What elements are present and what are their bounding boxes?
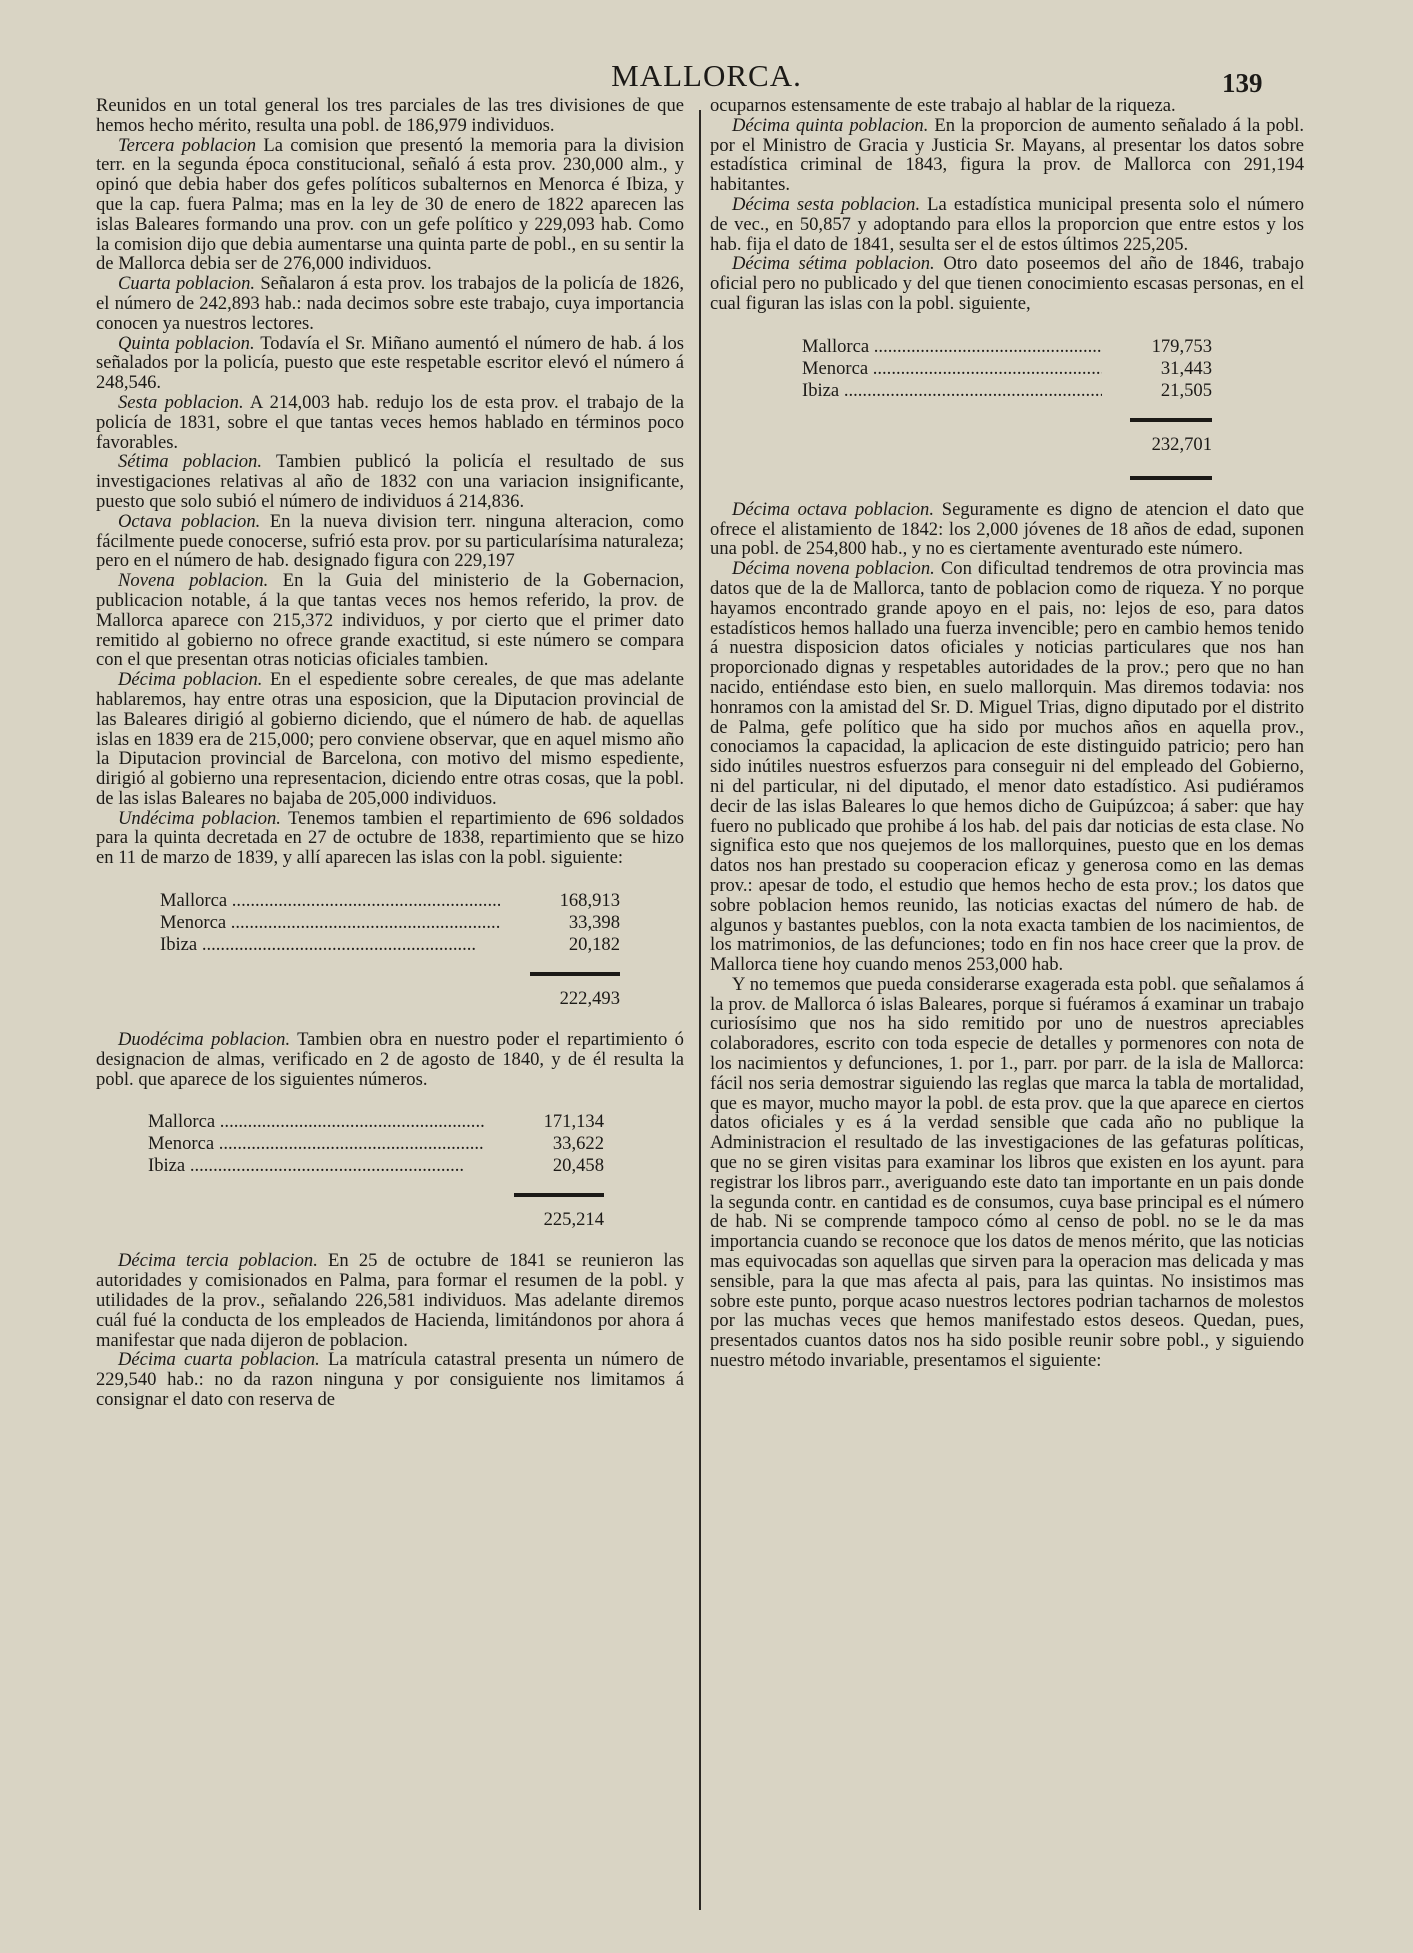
section-label: Octava poblacion. — [118, 510, 261, 532]
right-column — [710, 96, 1304, 1371]
table-row: Mallorca ..... 171,134 — [148, 1111, 604, 1133]
paragraph: Décima cuarta poblacion. La matrícula catastral presenta un número de 229,540 hab.: no da razon ninguna y por consiguiente nos limitamos á consignar el dato con reserva de — [96, 1349, 684, 1411]
paragraph: Novena poblacion. En la Guia del ministerio de la Gobernacion, publicacion notable, á la que tantas veces nos hemos referido, la prov. de Mallorca aparece con 215,372 individuos, y por cierto que el primer dato remitido al gobierno no ofrece grande exactitud, si este número se compara con el que presentan otras noticias oficiales tambien. — [96, 570, 684, 671]
paragraph: Sesta poblacion. A 214,003 hab. redujo los de esta prov. el trabajo de la policía de 1831, sobre el que tantas veces hemos hablado en términos poco favorables. — [96, 391, 684, 453]
page-number: 139 — [1222, 68, 1263, 98]
paragraph: Décima novena poblacion. Con dificultad tendremos de otra provincia mas datos que de la de Mallorca, tanto de poblacion como de riqueza. Y no porque hayamos encontrado grande apoyo en el pais, no: lejos de eso, para datos estadísticos hemos hallado una fuerza invencible; pero en cambio hemos tenido á nuestra disposicion datos oficiales y noticias particulares que nos han proporcionado dignas y respetables autoridades de la prov.; pero que no han nacido, entiéndase esto bien, en suelo mallorquin. Mas diremos todavia: nos honramos con la amistad del Sr. D. Miguel Trias, digno diputado por el distrito de Palma, gefe político que ha sido por muchos años en aquella prov., conociamos la capacidad, la aplicacion de este distinguido patricio; pero han sido inútiles nuestros esfuerzos para conseguir ni del empleado del Gobierno, ni del particular, ni del diputado, el menor dato estadístico. Asi pudiéramos decir de las islas Baleares lo que hemos dicho de Guipúzcoa; á saber: que hay fuero no publicado que prohibe á los hab. del pais dar noticias de esta clase. No significa esto que nos quejemos de los mallorquines, puesto que en los demas datos nos han prestado su cooperacion eficaz y generosa como en las demas prov.: apesar de todo, el estudio que hemos hecho de esta prov.; los datos que sobre poblacion hemos reunido, las noticias exactas del número de hab. de algunos y bastantes pueblos, con la nota exacta tambien de los nacimientos, de los matrimonios, de las defunciones; todo en fin nos hace creer que la prov. de Mallorca tiene hoy cuando menos 253,000 hab. — [710, 558, 1304, 976]
paragraph: Décima sétima poblacion. Otro dato poseemos del año de 1846, trabajo oficial pero no publicado y del que tienen conocimiento escasas personas, en el cual figuran las islas con la pobl. siguiente, — [710, 253, 1305, 314]
paragraph: Cuarta poblacion. Señalaron á esta prov. los trabajos de la policía de 1826, el número de 242,893 hab.: nada decimos sobre este trabajo, cuya importancia conocen ya nuestros lectores. — [96, 273, 684, 334]
paragraph: Sétima poblacion. Tambien publicó la policía el resultado de sus investigaciones relativas al año de 1832 con una variacion insignificante, puesto que solo subió el número de individuos á 214,836. — [96, 451, 684, 512]
paragraph: Tercera poblacion La comision que presentó la memoria para la division terr. en la segunda época constitucional, señaló á esta prov. 230,000 alm., y opinó que debia haber dos gefes políticos subalternos en Menorca é Ibiza, y que la cap. fuera Palma; mas en la ley de 30 de enero de 1822 aparecen las islas Baleares formando una prov. con un gefe político y 229,093 hab. Como la comision dijo que debia aumentarse una quinta parte de pobl., en su sentir la de Mallorca debia ser de 276,000 individuos. — [96, 134, 684, 275]
paragraph: Quinta poblacion. Todavía el Sr. Miñano aumentó el número de hab. á los señalados por la policía, puesto que este respetable escritor elevó el número á 248,546. — [96, 332, 684, 394]
closing-rule — [1130, 476, 1212, 480]
paragraph: Décima sesta poblacion. La estadística municipal presenta solo el número de vec., en 50,857 y adoptando para ellos la proporcion que entre estos y los hab. fija el dato de 1841, sesulta ser el de estos últimos 225,205. — [710, 193, 1305, 255]
table-row: Menorca ..... 33,622 — [148, 1133, 604, 1155]
sum-rule — [530, 972, 620, 976]
section-label: Sétima poblacion. — [118, 451, 262, 473]
sum-rule — [1130, 418, 1212, 422]
paragraph: Décima poblacion. En el espediente sobre cereales, de que mas adelante hablaremos, hay entre otras una esposicion, que la Diputacion provincial de las Baleares dirigió al gobierno diciendo, que el número de hab. de aquellas islas en 1839 era de 215,000; pero conviene observar, que en aquel mismo año la Diputacion provincial de Barcelona, con motivo del mismo espediente, dirigió al gobierno una representacion, diciendo entre otras cosas, que la pobl. de las islas Baleares no bajaba de 205,000 individuos. — [96, 669, 684, 809]
paragraph: Y no tememos que pueda considerarse exagerada esta pobl. que señalamos á la prov. de Mallorca ó islas Baleares, porque si fuéramos á examinar un trabajo curiosísimo que nos ha sido remitido por uno de nuestros apreciables colaboradores, escrito con toda especie de detalles y pormenores con nota de los nacimientos y defunciones, 1. por 1., parr. por parr. de la isla de Mallorca: fácil nos seria demostrar siguiendo las reglas que marca la tabla de mortalidad, que es mayor, mucho mayor la pobl. de esta prov. que la que aparece en ciertos datos oficiales y es á la verdad sensible que cada año no publique la Administracion el resultado de las investigaciones de las gefaturas políticas, que no se giren visitas para examinar los libros que existen en los ayunt. para registrar los libros parr., averiguando este dato tan importante en un pais donde la segunda contr. en cantidad es de consumos, cuya base principal es el número de hab. Ni se comprende tampoco cómo al censo de pobl. no se le da mas importancia cuando se reconoce que los datos de menos mérito, que las noticias mas equivocadas son aquellas que sirven para la operacion mas delicada y mas sensible, para la que mas afecta al pais, para las quintas. No insistimos mas sobre este punto, porque acaso nuestros lectores podrian tacharnos de molestos por las muchas veces que hemos manifestado estos deseos. Quedan, pues, presentados cuantos datos nos ha sido posible reunir sobre pobl., y siguiendo nuestro método invariable, presentamos el siguiente: — [710, 973, 1304, 1372]
paragraph: Duodécima poblacion. Tambien obra en nuestro poder el repartimiento ó designacion de almas, verificado en 2 de agosto de 1840, y de él resulta la pobl. que aparece de los siguientes números. — [96, 1029, 684, 1090]
paragraph: ocuparnos estensamente de este trabajo al hablar de la riqueza. — [710, 95, 1176, 116]
section-label: Quinta poblacion. — [118, 332, 255, 354]
paragraph: Décima octava poblacion. Seguramente es digno de atencion el dato que ofrece el alistamiento de 1842: los 2,000 jóvenes de 18 años de edad, suponen una pobl. de 254,800 hab., y no es ciertamente aventurado este número. — [710, 498, 1304, 560]
section-label: Décima sétima poblacion. — [732, 253, 935, 275]
table-row: Mallorca ..... 179,753 — [802, 336, 1212, 358]
section-label: Décima poblacion. — [118, 669, 263, 691]
table-total: 232,701 — [1151, 433, 1212, 455]
section-label: Duodécima poblacion. — [118, 1029, 291, 1051]
table-row: Ibiza ..... 21,505 — [802, 380, 1212, 402]
running-header: MALLORCA. — [611, 58, 802, 93]
section-label: Décima tercia poblacion. — [118, 1250, 318, 1272]
population-table-1838 — [160, 890, 620, 1010]
section-label: Décima quinta poblacion. — [732, 114, 929, 136]
section-label: Décima cuarta poblacion. — [118, 1349, 320, 1371]
paragraph: Octava poblacion. En la nueva division terr. ninguna alteracion, como fácilmente puede conocerse, sufrió esta prov. por su particularísima naturaleza; pero en el número de hab. designado figura con 229,197 — [96, 510, 684, 572]
table-row: Menorca ..... 31,443 — [802, 358, 1212, 380]
section-label: Novena poblacion. — [118, 570, 269, 592]
paragraph: Décima tercia poblacion. En 25 de octubre de 1841 se reunieron las autoridades y comisionados en Palma, para formar el resumen de la pobl. y utilidades de la prov., señalando 226,581 individuos. Mas adelante diremos cuál fué la conducta de los empleados de Hacienda, limitándonos por ahora á manifestar que nada dijeron de poblacion. — [96, 1250, 684, 1351]
section-label: Cuarta poblacion. — [118, 273, 256, 295]
sum-rule — [514, 1193, 604, 1197]
section-label: Tercera poblacion — [118, 134, 257, 156]
table-row: Menorca ..... 33,398 — [160, 912, 620, 934]
table-total: 225,214 — [543, 1209, 604, 1231]
section-label: Sesta poblacion. — [118, 391, 244, 413]
section-label: Décima novena poblacion. — [732, 558, 935, 580]
section-label: Décima octava poblacion. — [732, 498, 934, 520]
section-label: Undécima poblacion. — [118, 807, 281, 829]
section-label: Décima sesta poblacion. — [732, 193, 921, 215]
table-row: Ibiza ..... 20,182 — [160, 934, 620, 956]
population-table-1840 — [148, 1111, 604, 1231]
paragraph: Undécima poblacion. Tenemos tambien el repartimiento de 696 soldados para la quinta decretada en 27 de octubre de 1838, repartimiento que se hizo en 11 de marzo de 1839, y allí aparecen las islas con la pobl. siguiente: — [96, 807, 684, 869]
left-column — [96, 96, 684, 1410]
population-table-1846 — [802, 336, 1212, 480]
table-row: Mallorca ..... 168,913 — [160, 890, 620, 912]
table-total: 222,493 — [559, 988, 620, 1010]
column-rule — [699, 110, 701, 1910]
table-row: Ibiza ..... 20,458 — [148, 1155, 604, 1177]
paragraph: Reunidos en un total general los tres parciales de las tres divisiones de que hemos hecho mérito, resulta una pobl. de 186,979 individuos. — [96, 95, 684, 136]
paragraph: Décima quinta poblacion. En la proporcion de aumento señalado á la pobl. por el Ministro de Gracia y Justicia Sr. Mayans, al presentar los datos sobre estadística criminal de 1843, figura la prov. de Mallorca con 291,194 habitantes. — [710, 114, 1304, 196]
